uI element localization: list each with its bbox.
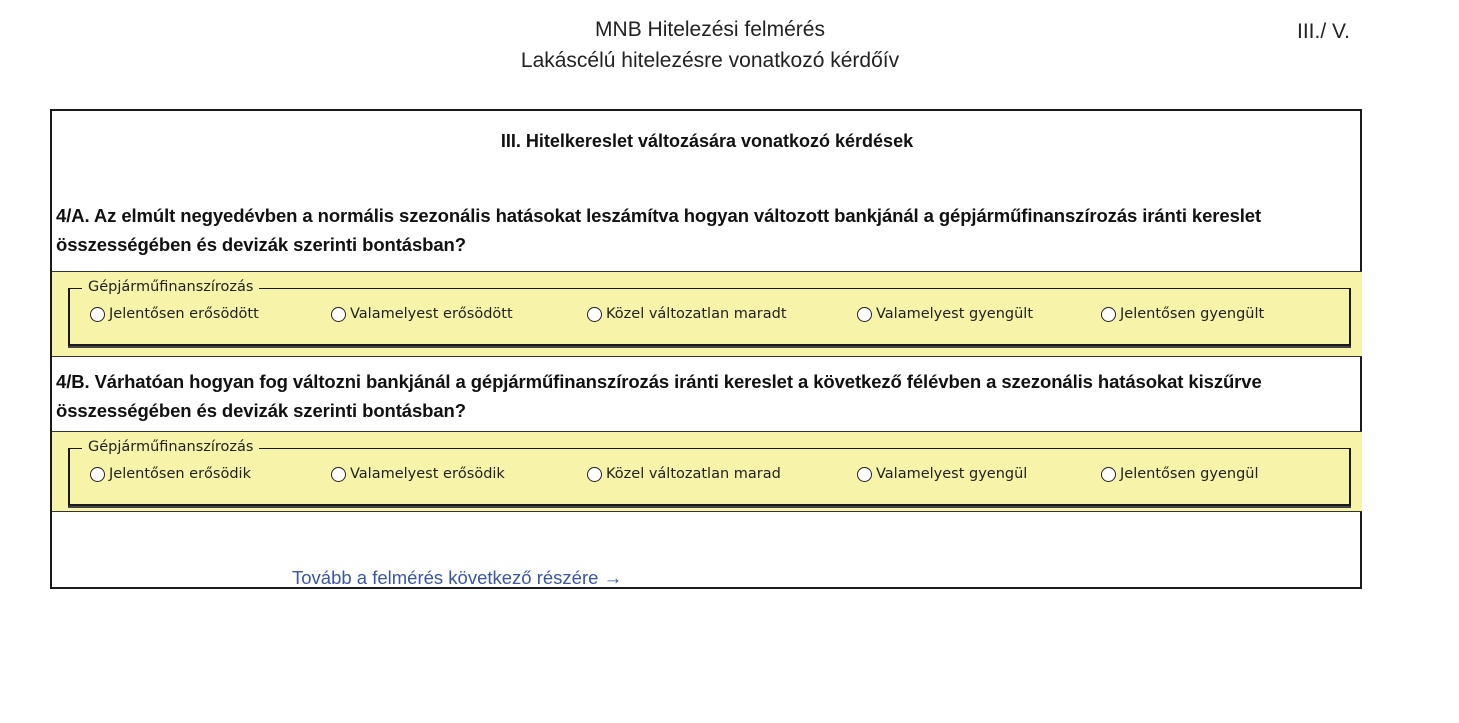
radio-icon[interactable] [587,467,602,482]
radio-icon[interactable] [587,307,602,322]
survey-form [50,109,1362,589]
survey-subtitle: Lakáscélú hitelezésre vonatkozó kérdőív [520,49,900,72]
section-title: III. Hitelkereslet változására vonatkozó kérdések [500,131,914,151]
option-label: Közel változatlan marad [606,466,781,482]
survey-title: MNB Hitelezési felmérés [595,18,825,41]
question-4b-answer-band [52,431,1362,512]
option-label: Jelentősen gyengül [1120,466,1259,482]
option-label: Valamelyest erősödött [350,306,513,322]
radio-icon[interactable] [331,307,346,322]
q4b-option-somewhat-increase[interactable] [331,466,505,482]
question-4b-text: 4/B. Várhatóan hogyan fog változni bankjánál a gépjárműfinanszírozás iránti kereslet a következő félévben a szezonális hatásokat kiszűrve összességében és devizák szerinti bontásban? [56,371,1262,421]
question-4a-answer-band [52,271,1362,357]
radio-icon[interactable] [1101,467,1116,482]
option-label: Valamelyest gyengül [876,466,1028,482]
option-label: Valamelyest erősödik [350,466,505,482]
question-4a-text: 4/A. Az elmúlt negyedévben a normális szezonális hatásokat leszámítva hogyan változott bankjánál a gépjárműfinanszírozás iránti kereslet összességében és devizák szerinti bontásban? [56,205,1262,255]
radio-icon[interactable] [90,467,105,482]
radio-icon[interactable] [90,307,105,322]
radio-icon[interactable] [857,307,872,322]
option-label: Közel változatlan maradt [606,306,787,322]
q4b-option-strongly-increase[interactable] [90,466,251,482]
option-label: Jelentősen erősödik [109,466,251,482]
radio-icon[interactable] [331,467,346,482]
q4a-option-strongly-weakened[interactable] [1101,306,1264,322]
option-label: Jelentősen gyengült [1120,306,1265,322]
question-4a-radio-group [68,279,1351,346]
question-4b-radio-group [68,439,1351,506]
page-indicator: III./ V. [1297,20,1350,43]
question-4a-group-label: Gépjárműfinanszírozás [82,279,259,295]
q4a-option-somewhat-weakened[interactable] [857,306,1033,322]
question-4b-group-label: Gépjárműfinanszírozás [82,439,259,455]
next-section-link[interactable]: Tovább a felmérés következő részére → [292,567,623,588]
option-label: Jelentősen erősödött [109,306,259,322]
q4a-option-strongly-increased[interactable] [90,306,259,322]
q4b-option-strongly-weaken[interactable] [1101,466,1259,482]
option-label: Valamelyest gyengült [876,306,1034,322]
radio-icon[interactable] [1101,307,1116,322]
q4b-option-unchanged[interactable] [587,466,781,482]
q4a-option-somewhat-increased[interactable] [331,306,513,322]
radio-icon[interactable] [857,467,872,482]
q4a-option-unchanged[interactable] [587,306,787,322]
q4b-option-somewhat-weaken[interactable] [857,466,1027,482]
